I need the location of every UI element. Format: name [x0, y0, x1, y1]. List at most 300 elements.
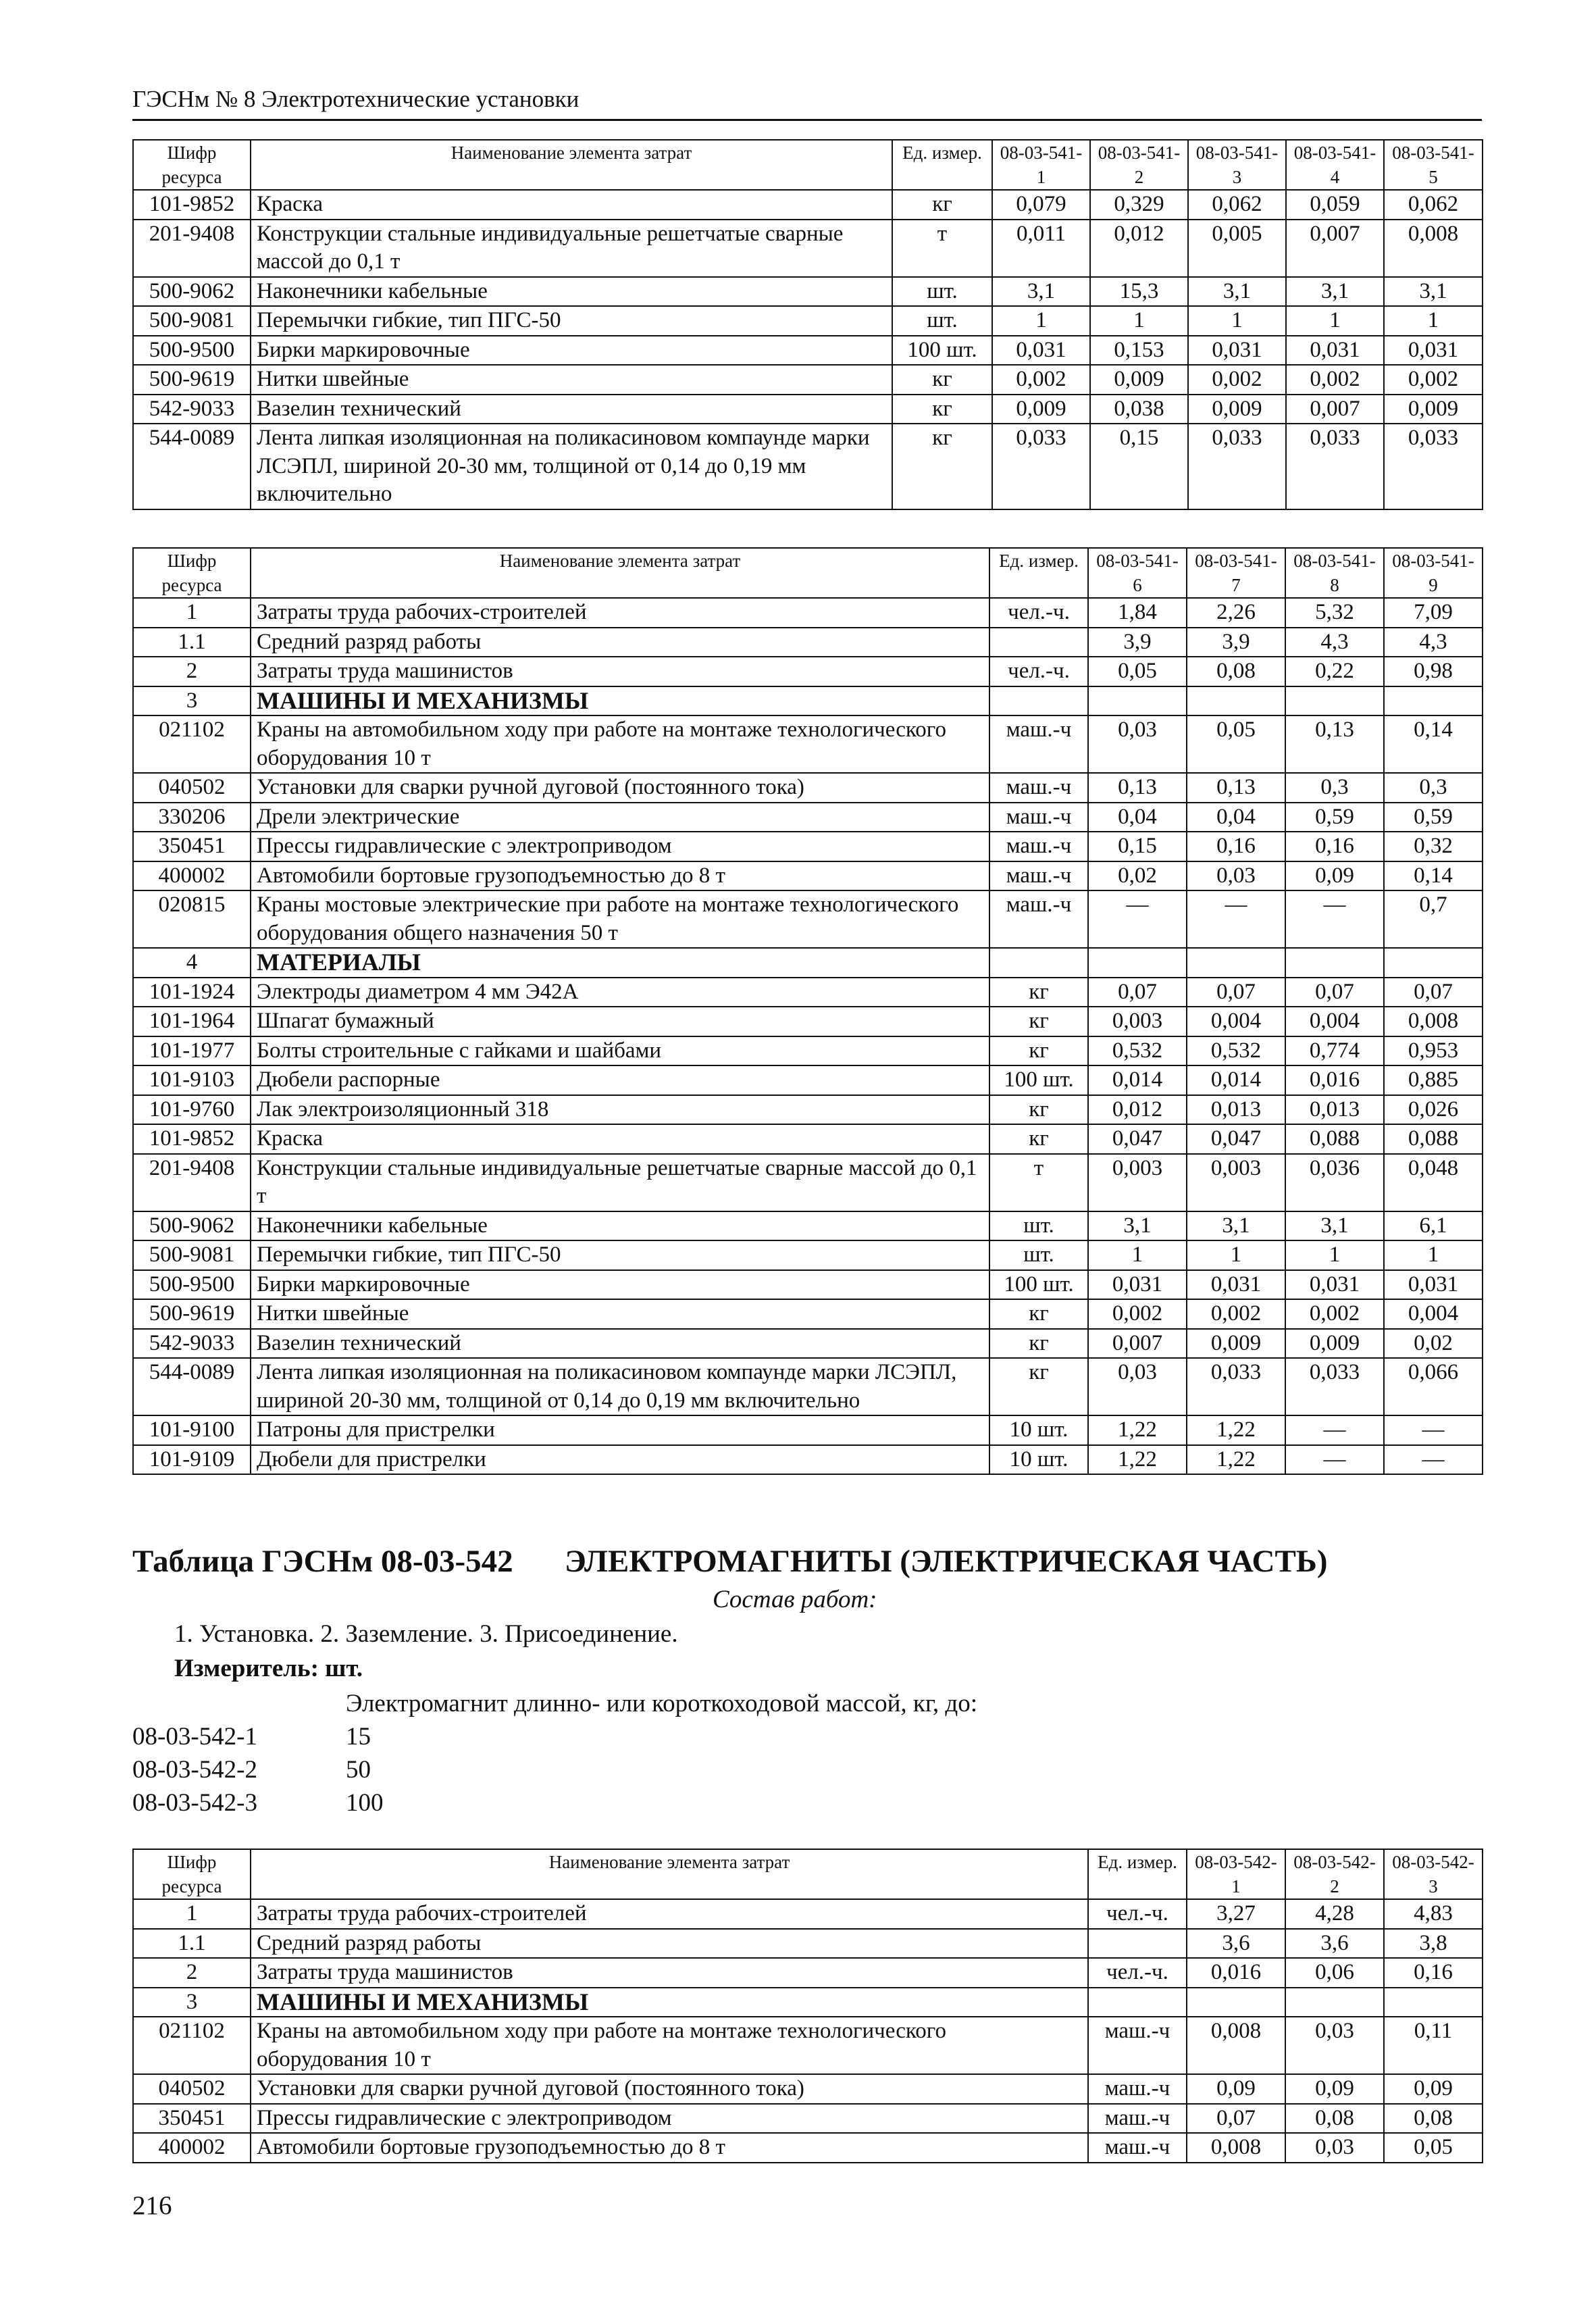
value-cell: 1 [1384, 1240, 1483, 1270]
unit-cell: чел.-ч. [1088, 1958, 1187, 1988]
value-cell: 0,09 [1187, 2074, 1285, 2104]
unit-cell: чел.-ч. [989, 598, 1088, 628]
resource-name-cell: Лента липкая изоляционная на поликасиновом компаунде марки ЛСЭПЛ, шириной 20-30 мм, толщиной от 0,14 до 0,19 мм включительно [251, 1358, 989, 1415]
table-row [133, 1299, 1483, 1329]
value-cell: 0,007 [1286, 220, 1384, 277]
table-name: ЭЛЕКТРОМАГНИТЫ (ЭЛЕКТРИЧЕСКАЯ ЧАСТЬ) [565, 1544, 1328, 1579]
value-cell: 0,04 [1088, 803, 1187, 832]
value-cell [1088, 948, 1187, 978]
resource-name-cell: Перемычки гибкие, тип ПГС-50 [251, 306, 892, 336]
value-cell: 0,009 [1090, 365, 1188, 395]
value-cell: 0,03 [1285, 2133, 1384, 2163]
unit-cell: 100 шт. [989, 1270, 1088, 1300]
value-cell: 0,14 [1384, 861, 1483, 891]
table-row [133, 2133, 1483, 2163]
table-row [133, 306, 1483, 336]
resource-name-cell: Краны на автомобильном ходу при работе на монтаже технологического оборудования 10 т [251, 2017, 1088, 2074]
value-cell [1384, 686, 1483, 716]
value-cell: 0,002 [1187, 1299, 1285, 1329]
resource-code-cell: 500-9062 [133, 1211, 251, 1241]
resource-name-cell: Затраты труда рабочих-строителей [251, 598, 989, 628]
resource-name-cell: МАШИНЫ И МЕХАНИЗМЫ [251, 1988, 1088, 2017]
resource-code-cell: 3 [133, 686, 251, 716]
value-cell: 0,008 [1187, 2133, 1285, 2163]
resource-name-cell: Средний разряд работы [251, 628, 989, 657]
column-header: Шифр ресурса [133, 1849, 251, 1899]
value-cell: 0,08 [1187, 657, 1285, 686]
unit-cell [989, 948, 1088, 978]
resource-name-cell: Бирки маркировочные [251, 1270, 989, 1300]
value-cell: 0,05 [1088, 657, 1187, 686]
value-cell: 3,8 [1384, 1929, 1483, 1959]
unit-cell: кг [989, 1095, 1088, 1125]
resource-name-cell: Шпагат бумажный [251, 1007, 989, 1036]
value-cell: 3,1 [992, 277, 1090, 307]
table-row [133, 628, 1483, 657]
value-cell: 0,07 [1088, 978, 1187, 1007]
value-cell: 0,09 [1285, 861, 1384, 891]
value-cell: 0,003 [1088, 1154, 1187, 1211]
value-cell: 0,02 [1384, 1329, 1483, 1359]
table-row [133, 1899, 1483, 1929]
value-cell: 3,1 [1285, 1211, 1384, 1241]
table-header-row [133, 140, 1483, 190]
value-cell: 0,033 [1187, 1358, 1285, 1415]
resource-code-cell: 1.1 [133, 1929, 251, 1959]
value-cell: 0,16 [1384, 1958, 1483, 1988]
value-cell: 0,22 [1285, 657, 1384, 686]
value-cell: 15,3 [1090, 277, 1188, 307]
resource-code-cell: 101-9109 [133, 1445, 251, 1475]
value-cell: 3,1 [1286, 277, 1384, 307]
column-header: Ед. измер. [989, 548, 1088, 598]
table-row [133, 365, 1483, 395]
value-cell: 0,16 [1187, 832, 1285, 861]
value-cell: 0,016 [1285, 1065, 1384, 1095]
resource-code-cell: 3 [133, 1988, 251, 2017]
unit-cell: маш.-ч [989, 890, 1088, 948]
table-row [133, 598, 1483, 628]
value-cell: 0,009 [1285, 1329, 1384, 1359]
resource-name-cell: Дрели электрические [251, 803, 989, 832]
resource-code-cell: 040502 [133, 773, 251, 803]
value-cell: 0,003 [1088, 1007, 1187, 1036]
resource-code-cell: 544-0089 [133, 424, 251, 509]
resource-code-cell: 500-9062 [133, 277, 251, 307]
value-cell: 0,062 [1188, 190, 1286, 220]
value-cell: 0,07 [1187, 978, 1285, 1007]
value-cell: 0,009 [992, 395, 1090, 424]
unit-cell: маш.-ч [1088, 2104, 1187, 2134]
column-header: Ед. измер. [892, 140, 992, 190]
resource-code-cell: 101-1977 [133, 1036, 251, 1066]
column-header: 08-03-541-1 [992, 140, 1090, 190]
variant-value: 100 [346, 1789, 384, 1817]
column-header: Наименование элемента затрат [251, 140, 892, 190]
resource-name-cell: Нитки швейные [251, 365, 892, 395]
value-cell: 0,031 [1088, 1270, 1187, 1300]
resource-code-cell: 350451 [133, 2104, 251, 2134]
value-cell: 0,11 [1384, 2017, 1483, 2074]
table-row [133, 277, 1483, 307]
resource-name-cell: Конструкции стальные индивидуальные решетчатые сварные массой до 0,1 т [251, 1154, 989, 1211]
unit-cell: кг [989, 978, 1088, 1007]
table-row [133, 890, 1483, 948]
column-header: 08-03-542-3 [1384, 1849, 1483, 1899]
resource-table-542 [132, 1848, 1483, 2163]
resource-name-cell: Краска [251, 190, 892, 220]
value-cell: 0,066 [1384, 1358, 1483, 1415]
value-cell: 0,047 [1187, 1124, 1285, 1154]
column-header: 08-03-541-3 [1188, 140, 1286, 190]
value-cell: 0,011 [992, 220, 1090, 277]
value-cell: 0,033 [1384, 424, 1483, 509]
unit-cell: кг [989, 1007, 1088, 1036]
column-header: 08-03-541-7 [1187, 548, 1285, 598]
unit-cell [989, 686, 1088, 716]
value-cell: 1 [1188, 306, 1286, 336]
value-cell: — [1088, 890, 1187, 948]
value-cell: 7,09 [1384, 598, 1483, 628]
unit-cell: кг [989, 1299, 1088, 1329]
table-row [133, 832, 1483, 861]
value-cell: 3,27 [1187, 1899, 1285, 1929]
column-header: Шифр ресурса [133, 140, 251, 190]
value-cell: 3,1 [1384, 277, 1483, 307]
value-cell: 4,83 [1384, 1899, 1483, 1929]
resource-name-cell: МАТЕРИАЛЫ [251, 948, 989, 978]
resource-name-cell: Вазелин технический [251, 1329, 989, 1359]
variant-code: 08-03-542-2 [132, 1756, 257, 1784]
value-cell: 0,004 [1187, 1007, 1285, 1036]
resource-code-cell: 1.1 [133, 628, 251, 657]
value-cell: 1 [1384, 306, 1483, 336]
resource-code-cell: 500-9500 [133, 336, 251, 366]
value-cell: 0,031 [1384, 1270, 1483, 1300]
unit-cell: кг [892, 424, 992, 509]
table-row [133, 1240, 1483, 1270]
column-header: 08-03-541-6 [1088, 548, 1187, 598]
value-cell: — [1285, 890, 1384, 948]
value-cell [1088, 686, 1187, 716]
value-cell: 0,059 [1286, 190, 1384, 220]
value-cell: 0,016 [1187, 1958, 1285, 1988]
unit-cell: маш.-ч [1088, 2133, 1187, 2163]
table-row [133, 1415, 1483, 1445]
resource-name-cell: Болты строительные с гайками и шайбами [251, 1036, 989, 1066]
resource-code-cell: 330206 [133, 803, 251, 832]
table-code: Таблица ГЭСНм 08-03-542 [132, 1544, 513, 1579]
value-cell: 0,009 [1384, 395, 1483, 424]
resource-name-cell: Патроны для пристрелки [251, 1415, 989, 1445]
value-cell: 0,026 [1384, 1095, 1483, 1125]
resource-code-cell: 500-9619 [133, 1299, 251, 1329]
value-cell: 1 [1088, 1240, 1187, 1270]
resource-code-cell: 101-1924 [133, 978, 251, 1007]
value-cell: 0,59 [1285, 803, 1384, 832]
unit-cell: кг [989, 1036, 1088, 1066]
value-cell: 0,13 [1088, 773, 1187, 803]
value-cell: — [1285, 1415, 1384, 1445]
value-cell: 0,031 [1384, 336, 1483, 366]
resource-code-cell: 500-9081 [133, 1240, 251, 1270]
value-cell: 0,03 [1088, 1358, 1187, 1415]
column-header: Наименование элемента затрат [251, 548, 989, 598]
value-cell: 0,13 [1187, 773, 1285, 803]
unit-cell: шт. [989, 1211, 1088, 1241]
resource-table-541-1-5 [132, 139, 1483, 510]
resource-code-cell: 021102 [133, 715, 251, 773]
table-row [133, 395, 1483, 424]
value-cell: 0,532 [1187, 1036, 1285, 1066]
unit-cell: маш.-ч [1088, 2074, 1187, 2104]
value-cell: 0,088 [1384, 1124, 1483, 1154]
resource-code-cell: 500-9081 [133, 306, 251, 336]
unit-cell: кг [892, 190, 992, 220]
variant-description: Электромагнит длинно- или короткоходовой массой, кг, до: [346, 1690, 977, 1717]
unit-cell: шт. [989, 1240, 1088, 1270]
resource-name-cell: Автомобили бортовые грузоподъемностью до 8 т [251, 861, 989, 891]
value-cell [1285, 948, 1384, 978]
value-cell: 1,22 [1088, 1445, 1187, 1475]
value-cell: 0,033 [1286, 424, 1384, 509]
value-cell: 0,031 [1286, 336, 1384, 366]
table-row [133, 1929, 1483, 1959]
column-header: Наименование элемента затрат [251, 1849, 1088, 1899]
value-cell: 0,014 [1088, 1065, 1187, 1095]
value-cell: 0,002 [1285, 1299, 1384, 1329]
unit-cell: маш.-ч [989, 803, 1088, 832]
value-cell: 0,03 [1187, 861, 1285, 891]
table-header-row [133, 548, 1483, 598]
value-cell: 3,1 [1088, 1211, 1187, 1241]
resource-name-cell: Краны мостовые электрические при работе на монтаже технологического оборудования общего назначения 50 т [251, 890, 989, 948]
value-cell: 0,031 [992, 336, 1090, 366]
table-row [133, 1329, 1483, 1359]
column-header: 08-03-541-9 [1384, 548, 1483, 598]
value-cell: 1 [1187, 1240, 1285, 1270]
value-cell: 0,008 [1384, 1007, 1483, 1036]
value-cell: 1 [1286, 306, 1384, 336]
value-cell: 0,07 [1384, 978, 1483, 1007]
unit-cell: 10 шт. [989, 1445, 1088, 1475]
value-cell: 0,329 [1090, 190, 1188, 220]
value-cell: 0,09 [1384, 2074, 1483, 2104]
value-cell [1384, 948, 1483, 978]
value-cell: 0,003 [1187, 1154, 1285, 1211]
value-cell: 0,885 [1384, 1065, 1483, 1095]
value-cell: — [1384, 1415, 1483, 1445]
value-cell: 1,22 [1187, 1415, 1285, 1445]
table-row [133, 1124, 1483, 1154]
value-cell: 0,59 [1384, 803, 1483, 832]
value-cell: 0,033 [1285, 1358, 1384, 1415]
value-cell: 0,06 [1285, 1958, 1384, 1988]
value-cell: 0,153 [1090, 336, 1188, 366]
resource-code-cell: 101-1964 [133, 1007, 251, 1036]
table-row [133, 2104, 1483, 2134]
table-row [133, 773, 1483, 803]
table-row [133, 1211, 1483, 1241]
table-header-row [133, 1849, 1483, 1899]
resource-code-cell: 4 [133, 948, 251, 978]
variant-code: 08-03-542-1 [132, 1723, 257, 1751]
value-cell: 0,09 [1285, 2074, 1384, 2104]
value-cell: 0,033 [992, 424, 1090, 509]
unit-cell: т [989, 1154, 1088, 1211]
value-cell: 0,3 [1285, 773, 1384, 803]
resource-name-cell: Наконечники кабельные [251, 1211, 989, 1241]
resource-table-541-6-9 [132, 547, 1483, 1475]
value-cell: 0,07 [1285, 978, 1384, 1007]
value-cell: 0,002 [1286, 365, 1384, 395]
table-row [133, 1154, 1483, 1211]
unit-cell: шт. [892, 277, 992, 307]
resource-name-cell: Установки для сварки ручной дуговой (постоянного тока) [251, 773, 989, 803]
running-header: ГЭСНм № 8 Электротехнические установки [132, 80, 1482, 121]
resource-name-cell: Нитки швейные [251, 1299, 989, 1329]
resource-code-cell: 201-9408 [133, 1154, 251, 1211]
column-header: Ед. измер. [1088, 1849, 1187, 1899]
table-row [133, 1036, 1483, 1066]
resource-code-cell: 500-9619 [133, 365, 251, 395]
resource-code-cell: 101-9100 [133, 1415, 251, 1445]
table-row [133, 190, 1483, 220]
resource-code-cell: 542-9033 [133, 395, 251, 424]
resource-name-cell: Прессы гидравлические с электроприводом [251, 832, 989, 861]
value-cell: 0,036 [1285, 1154, 1384, 1211]
value-cell: 0,05 [1384, 2133, 1483, 2163]
value-cell: 0,13 [1285, 715, 1384, 773]
resource-code-cell: 101-9760 [133, 1095, 251, 1125]
value-cell: 0,013 [1187, 1095, 1285, 1125]
table-row [133, 336, 1483, 366]
unit-cell: маш.-ч [989, 715, 1088, 773]
resource-name-cell: Перемычки гибкие, тип ПГС-50 [251, 1240, 989, 1270]
table-row [133, 424, 1483, 509]
value-cell: 0,007 [1286, 395, 1384, 424]
value-cell: 0,04 [1187, 803, 1285, 832]
resource-code-cell: 101-9852 [133, 190, 251, 220]
resource-name-cell: Установки для сварки ручной дуговой (постоянного тока) [251, 2074, 1088, 2104]
column-header: 08-03-541-2 [1090, 140, 1188, 190]
value-cell: 0,048 [1384, 1154, 1483, 1211]
column-header: Шифр ресурса [133, 548, 251, 598]
value-cell: 0,002 [1384, 365, 1483, 395]
value-cell: 3,1 [1188, 277, 1286, 307]
column-header: 08-03-541-4 [1286, 140, 1384, 190]
resource-code-cell: 020815 [133, 890, 251, 948]
resource-code-cell: 500-9500 [133, 1270, 251, 1300]
value-cell: 1 [1090, 306, 1188, 336]
resource-code-cell: 021102 [133, 2017, 251, 2074]
table-row [133, 1007, 1483, 1036]
value-cell: — [1384, 1445, 1483, 1475]
table-row [133, 2017, 1483, 2074]
resource-name-cell: Дюбели распорные [251, 1065, 989, 1095]
resource-name-cell: Затраты труда рабочих-строителей [251, 1899, 1088, 1929]
resource-name-cell: Затраты труда машинистов [251, 657, 989, 686]
resource-name-cell: Краны на автомобильном ходу при работе на монтаже технологического оборудования 10 т [251, 715, 989, 773]
unit-cell: 10 шт. [989, 1415, 1088, 1445]
resource-code-cell: 350451 [133, 832, 251, 861]
value-cell: 0,03 [1088, 715, 1187, 773]
value-cell [1187, 686, 1285, 716]
resource-name-cell: Прессы гидравлические с электроприводом [251, 2104, 1088, 2134]
table-row [133, 1358, 1483, 1415]
value-cell: 1,22 [1187, 1445, 1285, 1475]
value-cell [1187, 948, 1285, 978]
unit-cell [1088, 1988, 1187, 2017]
unit-cell: т [892, 220, 992, 277]
unit-cell [989, 628, 1088, 657]
value-cell: 0,004 [1285, 1007, 1384, 1036]
value-cell: 3,6 [1285, 1929, 1384, 1959]
value-cell: 1 [992, 306, 1090, 336]
value-cell: 0,014 [1187, 1065, 1285, 1095]
resource-name-cell: Затраты труда машинистов [251, 1958, 1088, 1988]
value-cell: 0,009 [1188, 395, 1286, 424]
table-row [133, 715, 1483, 773]
column-header: 08-03-542-1 [1187, 1849, 1285, 1899]
table-row [133, 657, 1483, 686]
variant-value: 15 [346, 1723, 371, 1751]
value-cell: 0,008 [1384, 220, 1483, 277]
value-cell: 5,32 [1285, 598, 1384, 628]
unit-cell: кг [892, 365, 992, 395]
value-cell: 0,005 [1188, 220, 1286, 277]
resource-name-cell: Дюбели для пристрелки [251, 1445, 989, 1475]
value-cell: 0,14 [1384, 715, 1483, 773]
value-cell: 0,953 [1384, 1036, 1483, 1066]
value-cell: 0,002 [1088, 1299, 1187, 1329]
value-cell: — [1285, 1445, 1384, 1475]
value-cell: 0,32 [1384, 832, 1483, 861]
value-cell: 0,013 [1285, 1095, 1384, 1125]
table-row [133, 978, 1483, 1007]
value-cell: 0,98 [1384, 657, 1483, 686]
value-cell: 0,009 [1187, 1329, 1285, 1359]
work-composition-label: Состав работ: [713, 1586, 877, 1613]
table-row [133, 1445, 1483, 1475]
table-title [132, 1540, 1482, 1582]
resource-code-cell: 101-9852 [133, 1124, 251, 1154]
table-row [133, 686, 1483, 716]
table-row [133, 220, 1483, 277]
value-cell: 0,07 [1187, 2104, 1285, 2134]
value-cell: 0,088 [1285, 1124, 1384, 1154]
resource-name-cell: Конструкции стальные индивидуальные решетчатые сварные массой до 0,1 т [251, 220, 892, 277]
table-row [133, 1988, 1483, 2017]
unit-cell: маш.-ч [989, 773, 1088, 803]
table-row [133, 948, 1483, 978]
resource-code-cell: 544-0089 [133, 1358, 251, 1415]
value-cell: 0,3 [1384, 773, 1483, 803]
value-cell: 0,008 [1187, 2017, 1285, 2074]
value-cell: 0,007 [1088, 1329, 1187, 1359]
value-cell [1285, 686, 1384, 716]
value-cell: 0,031 [1285, 1270, 1384, 1300]
resource-name-cell: Средний разряд работы [251, 1929, 1088, 1959]
value-cell: 0,08 [1384, 2104, 1483, 2134]
value-cell: 3,1 [1187, 1211, 1285, 1241]
unit-cell: кг [892, 395, 992, 424]
resource-code-cell: 040502 [133, 2074, 251, 2104]
resource-code-cell: 101-9103 [133, 1065, 251, 1095]
resource-name-cell: Лак электроизоляционный 318 [251, 1095, 989, 1125]
value-cell: 0,774 [1285, 1036, 1384, 1066]
page-number: 216 [132, 2191, 172, 2220]
